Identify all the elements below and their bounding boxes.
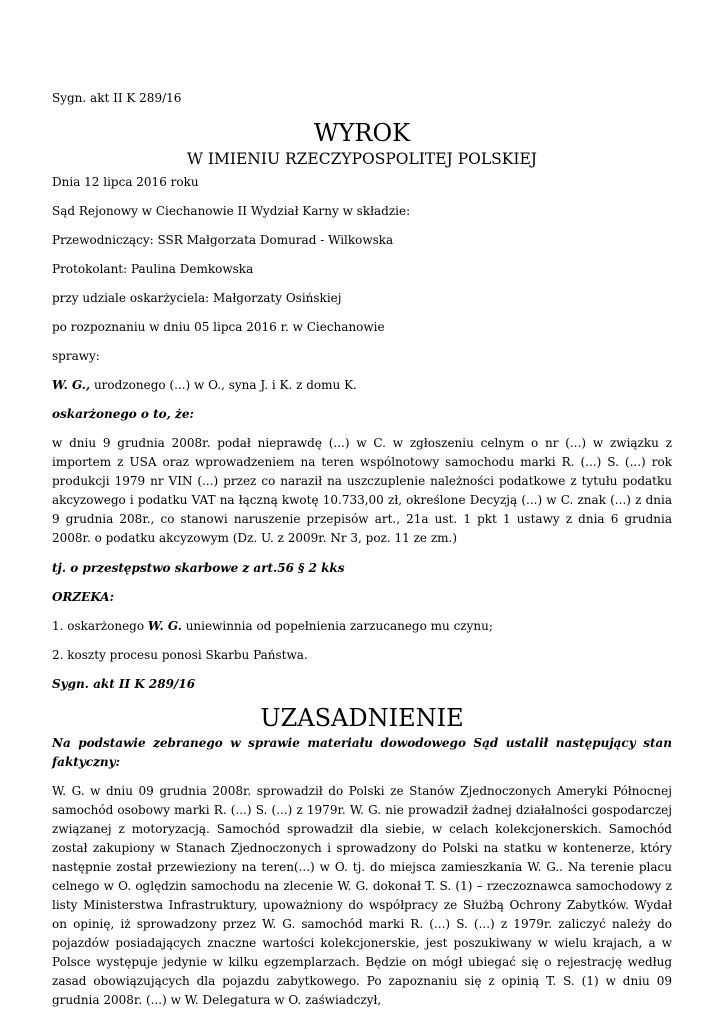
judgment-document [52,89,672,1010]
verdict-list [52,617,672,665]
verdict-item-acquittal [52,617,672,636]
case-number: Sygn. akt II K 289/16 [52,91,182,105]
facts-text: W. G. w dniu 09 grudnia 2008r. sprowadził do Polski ze Stanów Zjednoczonych Ameryki Północnej samochód osobowy marki R. (...) S. (...) z 1979r. W. G. nie prowadził żadnej działalności gospodarczej związanej z motoryzacją. Samochód sprowadził dla siebie, w celach kolekcjonerskich. Samochód został zakupiony w Stanach Zjednoczonych i sprowadzony do Polski na statku w kontenerze, który następnie został przewieziony na teren(...) w O. tj. do miejsca zamieszkania W. G.. Na terenie placu celnego w O. oględzin samochodu na zlecenie W. G. dokonał T. S. (1) – rzeczoznawca samochodowy z listy Ministerstwa Infrastruktury, upoważniony do współpracy ze Służbą Ochrony Zabytków. Wydał on opinię, iż sprowadzony przez W. G. samochód marki R. (...) S. (...) z 1979r. zaliczyć należy do pojazdów posiadających znaczne wartości kolekcjonerskie, jest poszukiwany w wielu krajach, a w Polsce występuje jedynie w kilku egzemplarzach. Będzie on mógł ubiegać się o rejestrację według zasad obowiązujących dla pojazdu zabytkowego. Po zapoznaniu się z opinią T. S. (1) w dniu 09 grudnia 2008r. (...) w W. Delegatura w O. zaświadczył, [52,784,672,1007]
verdict-item-suffix: uniewinnia od popełnienia zarzucanego mu czynu; [181,619,493,633]
verdict-heading: ORZEKA: [52,590,115,604]
court-composition: Sąd Rejonowy w Ciechanowie II Wydział Karny w składzie: [52,204,411,218]
presiding-judge: Przewodniczący: SSR Małgorzata Domurad - Wilkowska [52,233,394,247]
defendant-name: W. G., [52,378,91,392]
defendant-line [52,376,672,395]
justification-case-number: Sygn. akt II K 289/16 [52,677,196,691]
verdict-item-costs: 2. koszty procesu ponosi Skarbu Państwa. [52,648,308,662]
prosecutor: przy udziale oskarżyciela: Małgorzaty Osińskiej [52,291,342,305]
document-title: WYROK [313,119,411,147]
defendant-details: urodzonego (...) w O., syna J. i K. z domu K. [90,378,357,392]
charge-heading: oskarżonego o to, że: [52,407,194,421]
hearing-info: po rozpoznaniu w dniu 05 lipca 2016 r. w Ciechanowie [52,320,385,334]
judgment-date: Dnia 12 lipca 2016 roku [52,175,199,189]
court-clerk: Protokolant: Paulina Demkowska [52,262,254,276]
verdict-item-prefix: 1. oskarżonego [52,619,148,633]
facts-heading: Na podstawie zebranego w sprawie materiału dowodowego Sąd ustalił następujący stan faktyczny: [52,736,672,769]
case-label: sprawy: [52,349,100,363]
legal-qualification: tj. o przestępstwo skarbowe z art.56 § 2 kks [52,561,345,575]
document-subtitle: W IMIENIU RZECZYPOSPOLITEJ POLSKIEJ [187,150,537,168]
verdict-item-defendant: W. G. [147,619,182,633]
justification-title: UZASADNIENIE [260,704,464,732]
charge-text: w dniu 9 grudnia 2008r. podał nieprawdę (...) w C. w zgłoszeniu celnym o nr (...) w związku z importem z USA oraz wprowadzeniem na teren wspólnotowy samochodu marki R. (...) S. (...) rok produkcji 1979 nr VIN (...) przez co naraził na uszczuplenie należności podatkowe z tytułu podatku akcyzowego i podatku VAT na łączną kwotę 10.733,00 zł, określone Decyzją (...) w C. znak (...) z dnia 9 grudnia 208r., co stanowi naruszenie przepisów art., 21a ust. 1 pkt 1 ustawy z dnia 6 grudnia 2008r. o podatku akcyzowym (Dz. U. z 2009r. Nr 3, poz. 11 ze zm.) [52,436,672,545]
